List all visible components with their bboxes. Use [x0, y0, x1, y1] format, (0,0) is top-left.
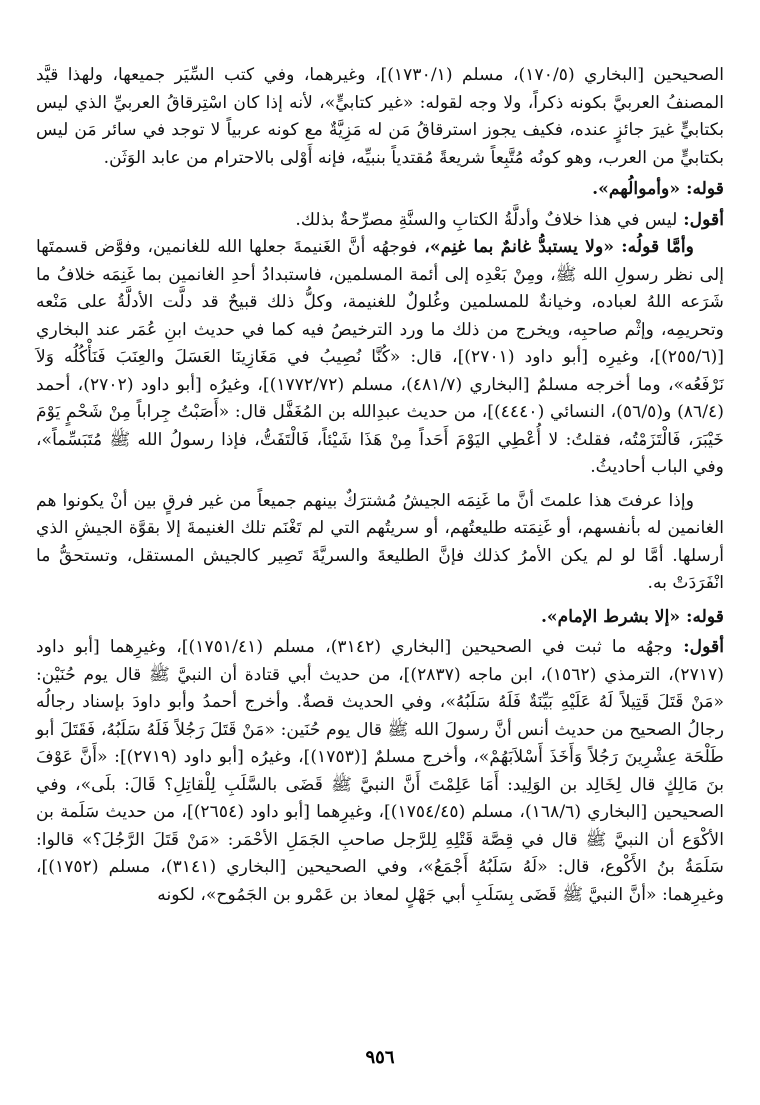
paragraph-lead: وأمَّا قولُه: «ولا يستبدُّ غانمٌ بما غنِم»،: [417, 237, 694, 257]
paragraph-lead: أقول:: [677, 209, 724, 230]
page-number: ٩٥٦: [365, 1047, 395, 1068]
paragraph-text: ليس في هذا خلافٌ وأدلَّةُ الكتابِ والسنَّةِ مصرِّحةٌ بذلك.: [295, 209, 678, 230]
paragraph-booty: [36, 234, 724, 482]
heading-wealth: [36, 176, 724, 204]
paragraph-lead: أقول:: [672, 637, 725, 657]
paragraph-text: وجهُه ما ثبت في الصحيحين [البخاري (٣١٤٢)، مسلم (١٧٥١/٤١)]، وغيرِهما [أبو داود (٢٧١٧)، الترمذي (١٥٦٢)، ابن ماجه (٢٨٣٧)]، من حديث أبي قتادة أن النبيَّ ﷺ قال يوم حُنَيْن: «مَنْ قَتَلَ قَتِيلاً لَهُ عَلَيْهِ بَيِّنَةٌ فَلَهُ سَلَبُهُ»، وفي الحديث قصةٌ. وأخرج أحمدُ وأبو داودَ بإسناد رجالُه رجالُ الصحيح من حديث أنس أنَّ رسولَ الله ﷺ قال يوم حُنَين: «مَنْ قَتَلَ رَجُلاً فَلَهُ سَلَبُهُ، فَقَتَلَ أبو طَلْحَة عِشْرِينَ رَجُلاً وَأَخَذَ أَسْلاَبَهُمْ»، وأخرج مسلمٌ [(١٧٥٣)]، وغيرُه [أبو داود (٢٧١٩)]: «أَنَّ عَوْفَ بنَ مَالِكٍ قال لِخَالِد بن الوَلِيد: أَمَا عَلِمْتَ أَنَّ النبيَّ ﷺ قَضَى بالسَّلَبِ لِلْقاتِلِ؟ قَالَ: بلَى»، وفي الصحيحين [البخاري (١٦٨/٦)، مسلم (١٧٥٤/٤٥)]، وغيرِهما [أبو داود (٢٦٥٤)]، من حديث سَلَمة بن الأكْوَع أن النبيَّ ﷺ قال في قِصَّة قَتْلِهِ لِلرَّجل صاحبِ الجَمَلِ الأحْمَر: «مَنْ قَتَلَ الرَّجُلَ؟» قالوا: سَلَمَةُ بنُ الأَكْوع، قال: «لَهُ سَلَبُهُ أَجْمَعُ»، وفي الصحيحين [البخاري (٣١٤١)، مسلم (١٧٥٢)]، وغيرِهما: «أنَّ النبيَّ ﷺ قَضَى بِسَلَبِ أبي جَهْلٍ لمعاذ بن عَمْرو بن الجَمُوح»، لكونه: [36, 637, 724, 905]
heading-text: «وأموالُهم».: [592, 179, 681, 199]
paragraph-answer-salab: [36, 634, 724, 909]
heading-text: «إلا بشرط الإمام».: [540, 606, 681, 627]
paragraph-army: [36, 488, 724, 598]
paragraph-answer-wealth: [36, 207, 724, 235]
paragraph-text: فوجهُه أنَّ الغَنيمةَ جعلها الله للغانمين، وفوَّض قسمتَها إلى نظر رسولِ الله ﷺ، ومِنْ بَعْدِه إلى أئمة المسلمين، فاستبدادُ أحدِ الغانمين بما غَنِمَه خلافُ ما شَرَعه اللهُ لعباده، وخيانةٌ للمسلمين وغُلولٌ للغنيمة، وكلُّ ذلك قبيحٌ قد دلَّت الأدلَّةُ على مَنْعه وتحريمِه، وإثْم صاحبِه، ويخرج من ذلك ما ورد الترخيصُ فيه كما في حديث ابنِ عُمَر عند البخاري [(٢٥٥/٦)]، وغيرِه [أبو داود (٢٧٠١)]، قال: «كُنَّا نُصِيبُ في مَغَازِينَا العَسَلَ والعِنَبَ فَنَأْكُلُه وَلاَ نَرْفَعُه»، وما أخرجه مسلمٌ [البخاري (٤٨١/٧)، مسلم (١٧٧٢/٧٢)]، وغيرُه [أبو داود (٢٧٠٢)، أحمد (٨٦/٤) و(٥٦/٥)، النسائي (٤٤٤٠)]، من حديث عبدِالله بن المُغَفَّل قال: «أَصَبْتُ جِراباً مِنْ شَحْمٍ يَوْمَ خَيْبَرَ، فَالْتَزَمْتُه، فقلتُ: لا أُعْطِي اليَوْمَ أَحَداً مِنْ هَذَا شَيْئاً، فَالْتَفَتُّ، فإذا رسولُ الله ﷺ مُتَبَسِّماً»، وفي الباب أحاديثُ.: [36, 237, 725, 477]
heading-lead: قوله:: [680, 606, 724, 627]
heading-imam-condition: [36, 604, 724, 632]
heading-lead: قوله:: [680, 179, 724, 199]
paragraph-text: وإذا عرفتَ هذا علمتَ أنَّ ما غَنِمَه الجيشُ مُشترَكٌ بينهم جميعاً من غير فرقٍ بين أنْ يكونوا هم الغانمين له بأنفسهم، أو غَنِمَته طليعتُهم، أو سريتُهم التي لم تَغْنَم تلك الغنيمةَ إلا بقوَّة الجيشِ الذي أرسلها. أمَّا لو لم يكن الأمرُ كذلك فإنَّ الطليعةَ والسريَّةَ تَصِير كالجيش المستقل، وتستحقُّ ما انْفَرَدَتْ به.: [36, 490, 724, 593]
paragraph-text: الصحيحين [البخاري (١٧٠/٥)، مسلم (١٧٣٠/١)]، وغيرهما، وفي كتب السِّيَر جميعها، ولهذا قيَّد المصنفُ العربيَّ بكونه ذكراً، ولا وجه لقوله: «غير كتابيٍّ»، لأنه إذا كان اسْتِرقاقُ العربيِّ الذي ليس بكتابيٍّ غيرَ جائزٍ عنده، فكيف يجوز استرقاقُ مَن له مَزِيَّةٌ مع كونه عربياً لا توجد في سائر مَن ليس بكتابيٍّ من العرب، وهو كونُه مُتَّبِعاً شريعةً مُقتدياً بنبيِّه، فإنه أَوْلى بالاحترام من عابد الوَثَن.: [36, 65, 724, 168]
paragraph-intro: [36, 62, 724, 172]
